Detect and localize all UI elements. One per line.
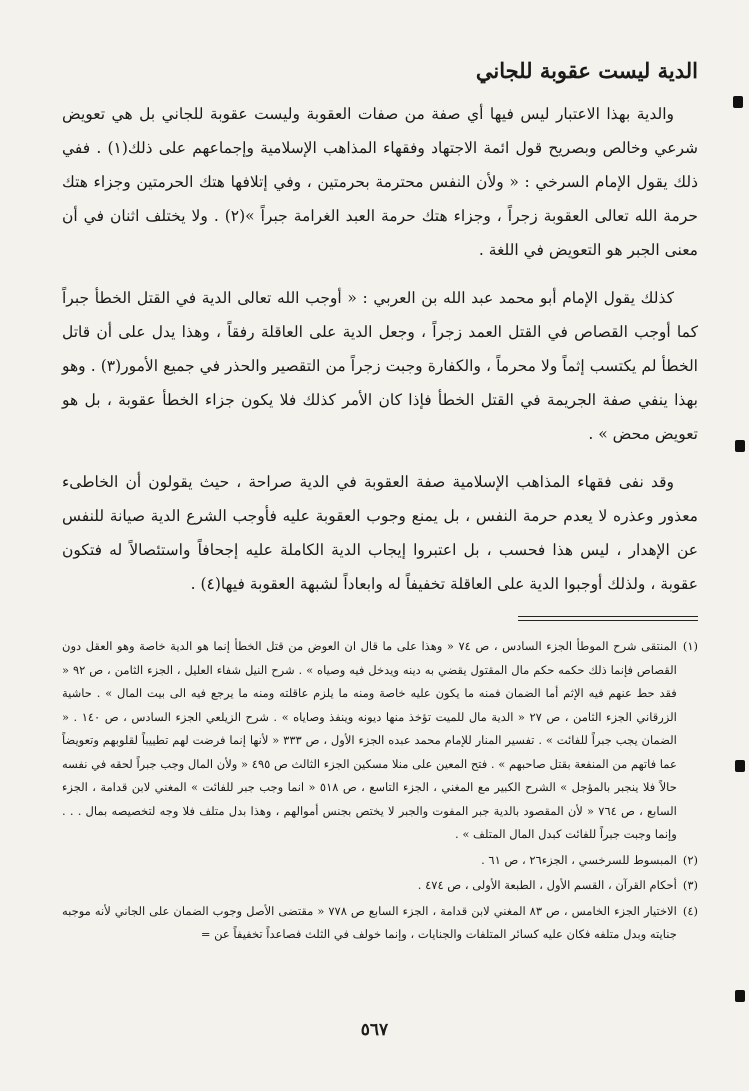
page-content	[62, 58, 698, 949]
footnote	[62, 900, 698, 947]
body-paragraph-1: والدية بهذا الاعتبار ليس فيها أي صفة من صفات العقوبة وليست عقوبة للجاني بل هي تعويض شرعي وخالص وبصريح قول ائمة الاجتهاد وفقهاء المذاهب الإسلامية وإجماعهم على ذلك(١) . ففي ذلك يقول الإمام السرخي : « ولأن النفس محترمة بحرمتين ، وفي إتلافها هتك الحرمتين وجزاء هتك حرمة الله تعالى العقوبة زجراً ، وجزاء هتك حرمة العبد الغرامة جبراً »(٢) . ولا يختلف اثنان في أن معنى الجبر هو التعويض في اللغة .	[62, 105, 699, 259]
binding-mark	[733, 96, 743, 108]
footnote	[62, 635, 698, 847]
footnote-text: الاختيار الجزء الخامس ، ص ٨٣ المغني لابن قدامة ، الجزء السابع ص ٧٧٨ « مقتضى الأصل وجوب الضمان على الجاني لأنه موجبه جنايته وبدل متلفه فكان عليه كسائر المتلفات والجنايات ، وإنما خولف في الثلث فصاعداً تخفيفاً عن =	[62, 903, 677, 941]
binding-mark	[735, 990, 745, 1002]
divider-line	[518, 616, 698, 617]
page-number: ٥٦٧	[360, 1020, 389, 1040]
footnote-number: (٢)	[682, 852, 698, 867]
divider-line	[518, 620, 698, 621]
body-paragraph-2: كذلك يقول الإمام أبو محمد عبد الله بن العربي : « أوجب الله تعالى الدية في القتل الخطأ جبراً كما أوجب القصاص في القتل العمد زجراً ، وجعل الدية على العاقلة رفقاً ، وهذا يدل على أن قاتل الخطأ لم يكتسب إثماً ولا محرماً ، والكفارة وجبت زجراً من التقصير والحذر في جميع الأمور(٣) . وهو بهذا ينفي صفة الجريمة في القتل الخطأ فإذا كان الأمر كذلك فلا يكون جزاء الخطأ عقوبة ، بل هو تعويض محض » .	[62, 289, 698, 443]
footnote-text: المبسوط للسرخسي ، الجزء٢٦ ، ص ٦١ .	[481, 852, 677, 867]
footnote-divider	[62, 615, 698, 625]
footnote-text: أحكام القرآن ، القسم الأول ، الطبعة الأولى ، ص ٤٧٤ .	[417, 878, 677, 892]
body-text	[62, 97, 698, 601]
footnote-number: (١)	[682, 639, 698, 653]
binding-mark	[735, 440, 745, 452]
binding-mark	[735, 760, 745, 772]
footnote	[62, 874, 698, 898]
section-heading: الدية ليست عقوبة للجاني	[475, 58, 698, 83]
footnotes	[62, 635, 698, 947]
body-paragraph-3: وقد نفى فقهاء المذاهب الإسلامية صفة العقوبة في الدية صراحة ، حيث يقولون أن الخاطىء معذور وعذره لا يعدم حرمة النفس ، بل يمنع وجوب العقوبة عليه فأوجب الشرع الدية صيانة للنفس عن الإهدار ، ليس هذا فحسب ، بل اعتبروا إيجاب الدية الكاملة عليه إجحافاً واستئصالاً له فتكون عقوبة ، ولذلك أوجبوا الدية على العاقلة تخفيفاً له وابعاداً لشبهة العقوبة فيها(٤) .	[62, 473, 698, 593]
footnote-text: المنتقى شرح الموطأ الجزء السادس ، ص ٧٤ « وهذا على ما قال ان العوض من قتل الخطأ إنما هو الدية خاصة وهو العقل دون القصاص فإنما ذلك حكمه حكم مال المقتول يقضي به دينه ويدخل فيه وصياه » . شرح النيل شفاء العليل ، الجزء الثامن ، ص ٩٢ « فقد حط عنهم فيه الإثم أما الضمان فمنه ما يكون عليه خاصة ومنه ما يلزم عاقلته ومنه ما يرجع فيه الى بيت المال » . حاشية الزرقاني الجزء الثامن ، ص ٢٧ « الدية مال للميت تؤخذ منها ديونه وينفذ وصاياه » . شرح الزيلعي الجزء السادس ، ص ١٤٠ . « الضمان يجب جبراً للفائت » . تفسير المنار للإمام محمد عبده الجزء الأول ، ص ٣٣٣ « لأنها إنما فرضت لهم تطييباً لقلوبهم وتعويضاً عما فاتهم من المنفعة بقتل صاحبهم » . فتح المعين على منلا مسكين الجزء الثالث ص ٤٩٥ « ولأن المال وجب جبراً لحقه في نفسه حالاً فلا ينجبر بالمؤجل » الشرح الكبير مع المغني ، الجزء التاسع ، ص ٥١٨ « انما وجب جبر للفائت » المغني لابن قدامة ، الجزء السابع ، ص ٧٦٤ « لأن المقصود بالدية جبر المفوت والجبر لا يختص بجنس أموالهم ، وهذا بدل متلف فلا وجه لتخصيصه بمال . . . وإنما وجبت جبراً للفائت كبدل المال المتلف » .	[62, 639, 677, 841]
footnote-number: (٣)	[682, 878, 698, 892]
footnote-number: (٤)	[682, 903, 698, 918]
footnote	[62, 849, 698, 873]
